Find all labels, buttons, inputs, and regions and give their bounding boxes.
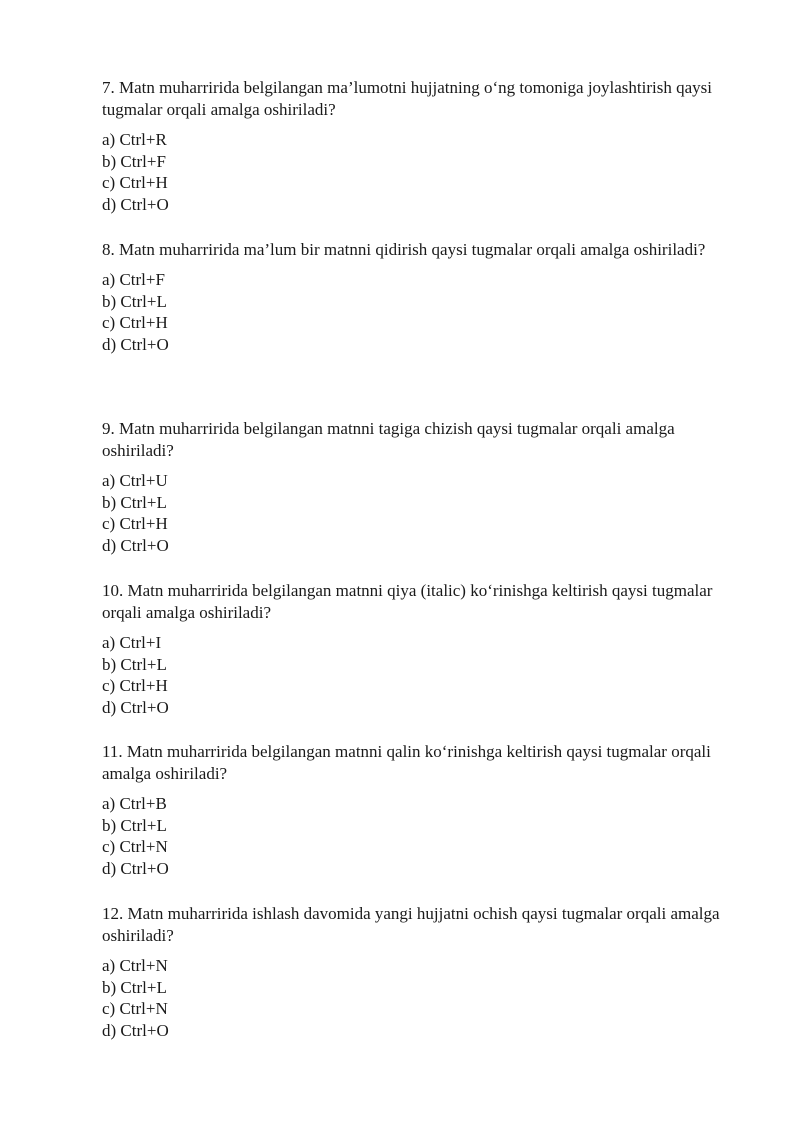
question-text: 12. Matn muharririda ishlash davomida yangi hujjatni ochish qaysi tugmalar orqali amalga oshiriladi? [102, 904, 720, 945]
question-text: 8. Matn muharririda ma’lum bir matnni qidirish qaysi tugmalar orqali amalga oshiriladi? [102, 240, 706, 259]
option-b: b) Ctrl+L [102, 492, 167, 512]
option-d: d) Ctrl+O [102, 858, 169, 878]
option-a: a) Ctrl+N [102, 956, 168, 975]
option-d: d) Ctrl+O [102, 194, 169, 214]
option-d: d) Ctrl+O [102, 697, 169, 717]
option-c: c) Ctrl+N [102, 999, 168, 1018]
option-c: c) Ctrl+H [102, 313, 168, 332]
option-a: a) Ctrl+R [102, 130, 167, 149]
options-list [102, 632, 742, 718]
option-b: b) Ctrl+L [102, 977, 167, 997]
option-b: b) Ctrl+L [102, 291, 167, 311]
option-a: a) Ctrl+F [102, 270, 165, 289]
options-list [102, 793, 742, 879]
question-10 [102, 580, 742, 718]
option-c: c) Ctrl+N [102, 837, 168, 856]
question-text: 9. Matn muharririda belgilangan matnni tagiga chizish qaysi tugmalar orqali amalga oshiriladi? [102, 419, 675, 460]
option-c: c) Ctrl+H [102, 676, 168, 695]
options-list [102, 269, 742, 355]
question-11 [102, 741, 742, 879]
option-a: a) Ctrl+B [102, 794, 167, 813]
options-list [102, 955, 742, 1041]
question-9 [102, 418, 742, 556]
option-d: d) Ctrl+O [102, 1020, 169, 1040]
option-d: d) Ctrl+O [102, 535, 169, 555]
options-list [102, 470, 742, 556]
question-12 [102, 903, 742, 1041]
option-b: b) Ctrl+L [102, 815, 167, 835]
option-b: b) Ctrl+L [102, 654, 167, 674]
option-d: d) Ctrl+O [102, 334, 169, 354]
question-text: 10. Matn muharririda belgilangan matnni qiya (italic) ko‘rinishga keltirish qaysi tugmalar orqali amalga oshiriladi? [102, 581, 713, 622]
option-b: b) Ctrl+F [102, 151, 166, 171]
option-a: a) Ctrl+U [102, 471, 168, 490]
question-text: 11. Matn muharririda belgilangan matnni qalin ko‘rinishga keltirish qaysi tugmalar orqali amalga oshiriladi? [102, 742, 711, 783]
question-8 [102, 239, 742, 355]
option-a: a) Ctrl+I [102, 633, 162, 652]
options-list [102, 129, 742, 215]
option-c: c) Ctrl+H [102, 173, 168, 192]
option-c: c) Ctrl+H [102, 514, 168, 533]
question-text: 7. Matn muharririda belgilangan ma’lumotni hujjatning o‘ng tomoniga joylashtirish qaysi tugmalar orqali amalga oshiriladi? [102, 78, 713, 119]
question-7 [102, 77, 742, 215]
